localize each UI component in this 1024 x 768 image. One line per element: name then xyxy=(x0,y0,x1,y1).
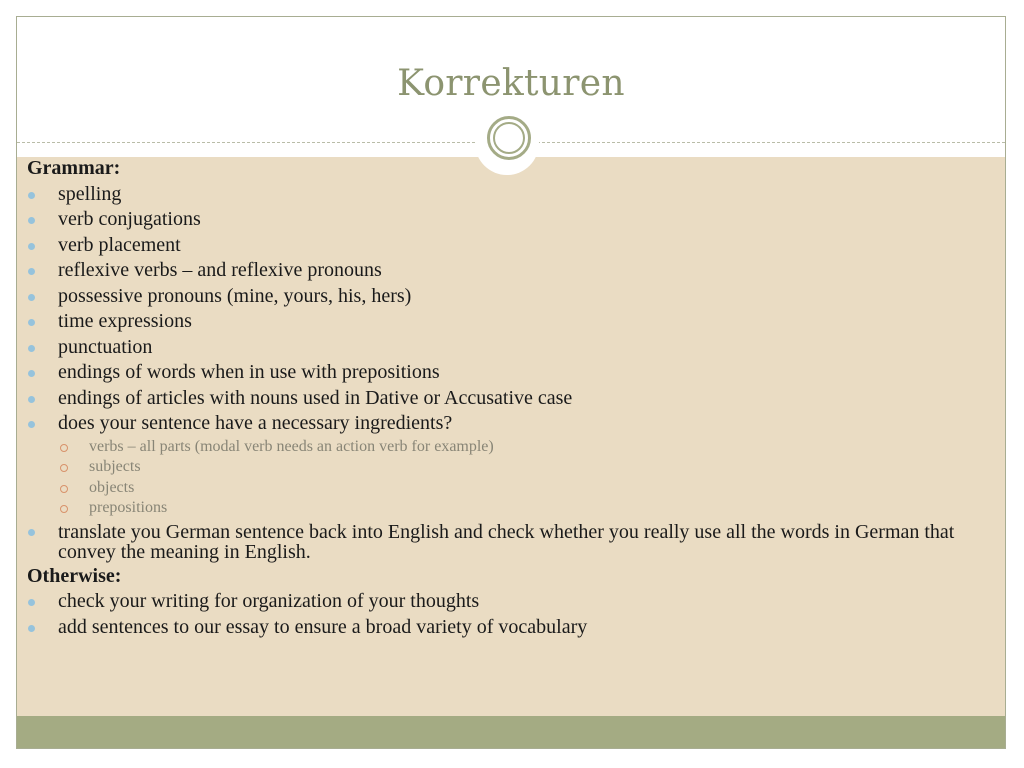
list-item-text: endings of articles with nouns used in Dative or Accusative case xyxy=(58,386,573,409)
list-item xyxy=(27,284,977,310)
hollow-bullet-icon xyxy=(60,464,68,472)
sub-list-item-text: prepositions xyxy=(89,499,168,516)
bullet-icon xyxy=(28,345,35,352)
list-item-text: verb placement xyxy=(58,233,181,256)
bullet-icon xyxy=(28,243,35,250)
list-item xyxy=(27,207,977,233)
list-item-text: punctuation xyxy=(58,335,153,358)
bullet-icon xyxy=(28,217,35,224)
list-item xyxy=(27,519,977,564)
list-item-text: add sentences to our essay to ensure a broad variety of vocabulary xyxy=(58,615,588,638)
sub-list-item xyxy=(27,457,977,478)
bullet-icon xyxy=(28,294,35,301)
list-item-text: spelling xyxy=(58,182,122,205)
list-item-text: endings of words when in use with prepositions xyxy=(58,361,440,383)
bullet-icon xyxy=(28,625,35,632)
list-item-text: possessive pronouns (mine, yours, his, hers) xyxy=(58,284,412,307)
list-item xyxy=(27,360,977,386)
circle-ornament-icon xyxy=(487,116,531,160)
list-item xyxy=(27,411,977,437)
otherwise-heading: Otherwise: xyxy=(27,564,122,587)
sub-list-item xyxy=(27,498,977,519)
footer-band xyxy=(17,716,1005,749)
sub-list-item-text: objects xyxy=(89,478,135,496)
translate-list xyxy=(27,519,977,564)
list-item xyxy=(27,233,977,259)
list-item xyxy=(27,182,977,208)
list-item-text: time expressions xyxy=(58,310,192,332)
bullet-icon xyxy=(28,421,35,428)
bullet-icon xyxy=(28,529,35,536)
sub-list-item xyxy=(27,478,977,499)
slide-body xyxy=(27,156,977,640)
sub-list-item-text: subjects xyxy=(89,458,141,475)
list-item-text: translate you German sentence back into English and check whether you really use all the words in German that convey the meaning in English. xyxy=(58,520,955,563)
hollow-bullet-icon xyxy=(60,505,68,513)
bullet-icon xyxy=(28,599,35,606)
hollow-bullet-icon xyxy=(60,485,68,493)
hollow-bullet-icon xyxy=(60,444,68,452)
sub-list-item xyxy=(27,437,977,458)
list-item-text: verb conjugations xyxy=(58,208,201,230)
bullet-icon xyxy=(28,396,35,403)
bullet-icon xyxy=(28,268,35,275)
bullet-icon xyxy=(28,370,35,377)
list-item xyxy=(27,589,977,615)
list-item xyxy=(27,309,977,335)
bullet-icon xyxy=(28,192,35,199)
list-item xyxy=(27,335,977,361)
list-item-text: check your writing for organization of your thoughts xyxy=(58,590,480,612)
grammar-list xyxy=(27,182,977,437)
otherwise-list xyxy=(27,589,977,640)
list-item xyxy=(27,615,977,641)
slide-title: Korrekturen xyxy=(397,63,625,104)
sub-list-item-text: verbs – all parts (modal verb needs an action verb for example) xyxy=(89,437,494,455)
list-item-text: reflexive verbs – and reflexive pronouns xyxy=(58,259,382,281)
bullet-icon xyxy=(28,319,35,326)
list-item-text: does your sentence have a necessary ingredients? xyxy=(58,412,453,434)
list-item xyxy=(27,386,977,412)
grammar-heading: Grammar: xyxy=(27,157,121,179)
ingredients-sublist xyxy=(27,437,977,519)
list-item xyxy=(27,258,977,284)
